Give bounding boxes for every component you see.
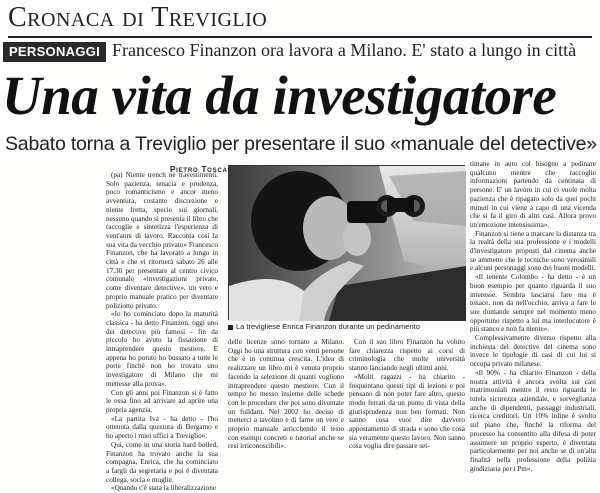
caption-bullet-icon bbox=[228, 325, 233, 330]
paragraph: Complessivamente diverso rispetto alla inchiesta del detective del cinema sono invece le tipologie di casi di cui lui si occupa privato milanese. bbox=[470, 334, 596, 369]
paragraph: (pa) Niente trench né travestimenti. Solo pazienza, tenacia e prudenza, poco romanticismo e ancor meno avventura, costante discrezione e niente fretta, specie sui giornali, nessuno quando si presenta il libro che raccoglie e sintetizza l'esperienza di vent'anni di lavoro. Racconta così la sua vita da vecchio privato» Francesco Finanzon, che ha lavorato a lungo in città e che vi ritornerà sabato 26 alle 17.30 per presentare al centro civico comunale «investigazioni private, come diventare detective», un vero e proprio manuale pratico per diventare poliziotto privato. bbox=[106, 171, 218, 310]
article-column-2 bbox=[228, 338, 344, 451]
article-column-3 bbox=[349, 338, 465, 451]
subheadline: Sabato torna a Treviglio per presentare il suo «manuale del detective» bbox=[5, 133, 597, 155]
paragraph: Qui, come in una storia hard boiled, Finanzon ha trovato anche la sua compagna, Enrica, che ha cominciato a fargli da segretaria e poi è diventata collega, socia e moglie. bbox=[106, 440, 218, 484]
article-column-1 bbox=[106, 171, 218, 493]
paragraph: Finanzon si tiene a marcare la distanza tra la realtà della sua professione e i modelli d'investigatore proposti dal cinema anche se ammette che le tecniche sono verosimili e alcuni personaggi sono dei buoni modelli. bbox=[470, 229, 596, 273]
paragraph: «La partita Iva - ha detto - l'ho ottenuta dalla questura di Bergamo e ho aperto i miei uffici a Treviglio». bbox=[106, 414, 218, 441]
headline: Una vita da investigatore bbox=[2, 65, 557, 126]
paragraph: Con gli anni poi Finanzon si è fatto le ossa fino ad arrivare ad aprire una propria agenzia. bbox=[106, 388, 218, 414]
paragraph: «Io ho cominciato dopo la maturità classica - ha detto Finanzon, oggi uno dei detective più famosi - fin da piccolo ho avuto la fissazione di intraprendere questo mestiere. E appena ho potuto ho bussato a tutte le porte finché non ho trovato uno investigatore di Milano che mi mettesse alla prova». bbox=[106, 310, 218, 388]
section-rule bbox=[8, 36, 592, 38]
article-column-4 bbox=[470, 160, 596, 473]
paragraph: Con il suo libro Finanzon ha voluto fare chiarezza rispetto ai corsi di criminologia che molte università stanno lanciando negli ultimi anni. bbox=[349, 338, 465, 373]
paragraph: «Quando c'è stata la liberalizzazione bbox=[111, 484, 217, 493]
photo-image bbox=[229, 166, 466, 321]
paragraph: timane in auto col bisogno a pedinare qualcuno mentre che raccoglie informazioni partendo da centinaia di persone. E' un lavoro in cui ci vuole molta pazienza che è ripagato solo da quei pochi minuti in cui viene a capo di una vicenda che si fa il giro di altri casi. Allora provo un'emozione intensissima». bbox=[470, 160, 596, 229]
kicker-tag: PERSONAGGI bbox=[3, 42, 106, 62]
paragraph: «Il tenente Colombo - ha detto - è un buon esempio per quanto riguarda il suo interesse. Sembra lasciarsi fare ma è tenace, non da nell'occhio, arriva a fare le sue domande sempre nel momento meno opportuno rispetto a lui ma interlocutore è più stanco e non fa niente». bbox=[470, 273, 596, 334]
paragraph: «Il 90% - ha chiarito Finanzon - della nostra attività è ancora svolta sui casi matrimoniali mentre il resto riguarda le tutela sicurezza aziendale, e sorveglianza anche di dipendenti, passaggi industriali, ricerca creditori. Un 10% infine è svolto sul piano che, finché la riforma del processo ha consentito alla difesa di poter assumere un proprio esperto, è diventata particolarmente per noi anche se di un'alta finalità nella professione della polizia giudiziaria per i Pm». bbox=[470, 368, 596, 473]
paragraph: «Molti ragazzi - ha chiarito - frequentano questi tipi di lezioni e poi pensano di non poter fare altro, questo modo ferrati da un punto di vista della giurisprudenza non ben formati. Non sanno cosa vuoi dire davvero appostamento di strada e sono che cosa sia veramente questo lavoro. Non sanno cosa voglia dire passare set- bbox=[349, 372, 465, 451]
section-title: Cronaca di Treviglio bbox=[8, 2, 268, 33]
article-photo bbox=[228, 165, 465, 320]
photo-caption: La trevigliese Enrica Finanzon durante un pedinamento bbox=[228, 322, 465, 331]
byline: Pietro Tosca bbox=[170, 165, 228, 174]
paragraph: delle licenze sono tornato a Milano. Oggi ho una struttura con venti persone che è in continua crescita. L'idea di realizzare un libro mi è venuta proprio facendo la selezione di quanti vogliono intraprendere questo mestiere. Con il tempo ho messo insieme delle schede con le procedure che poi sono diventate un fulldant. Nel 2002 ho deciso di metterci a tavolino e di farne un vero e proprio manuale arricchendo il testo con esempi concreti e tutorial anche se resi irriconoscibili». bbox=[228, 338, 344, 451]
kicker-text: Francesco Finanzon ora lavora a Milano. E' stato a lungo in città bbox=[112, 40, 577, 60]
